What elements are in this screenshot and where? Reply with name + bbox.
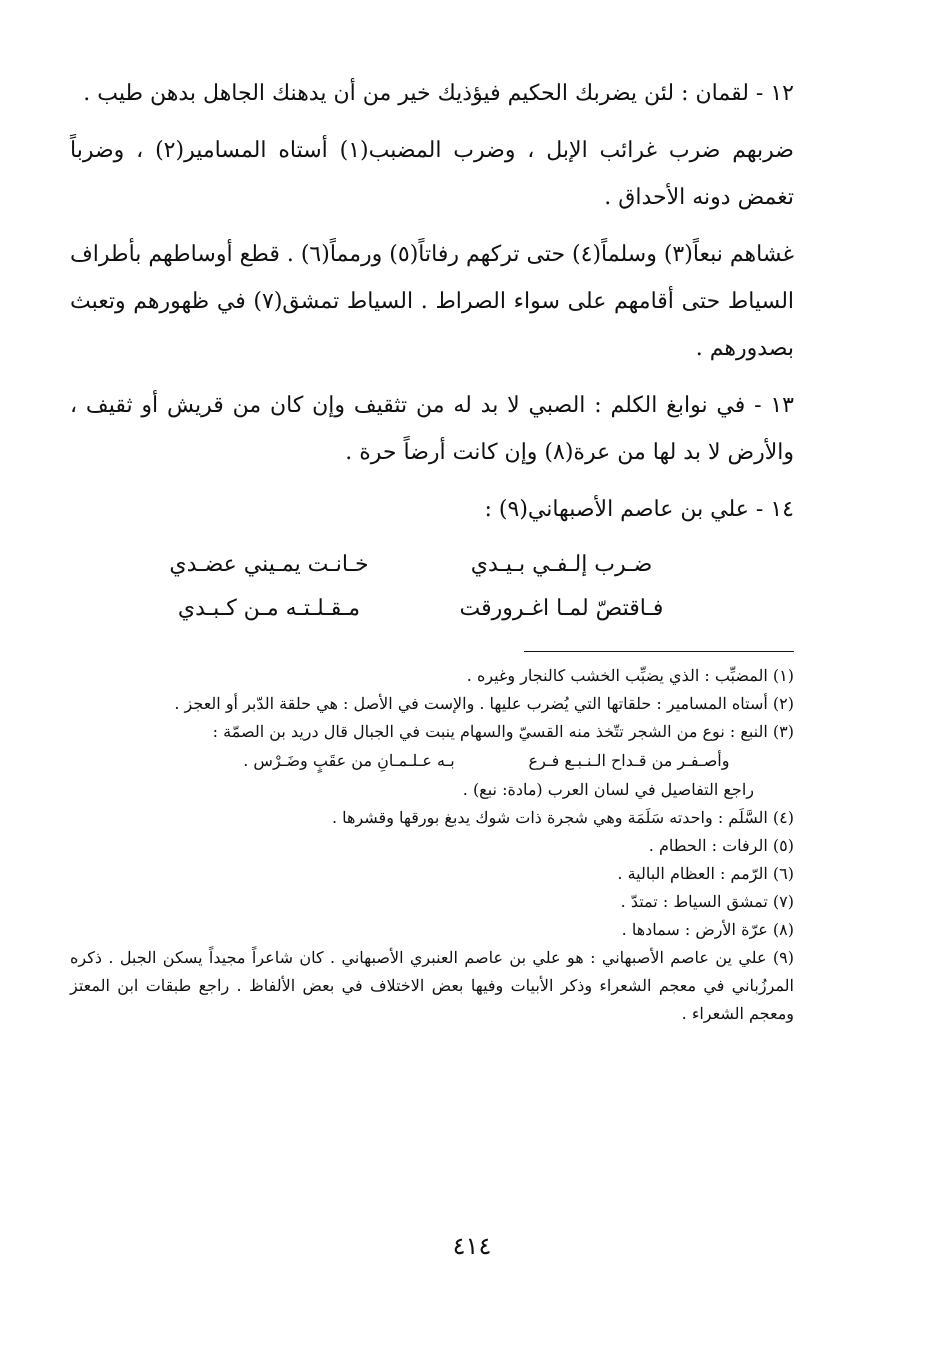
footnote-verse-first-hemistich: وأصـفـر من قـداح الـنـبـع فـرع xyxy=(528,751,730,770)
footnote-6: (٦) الرّمم : العظام البالية . xyxy=(617,864,794,883)
footnote-8: (٨) عرّة الأرض : سمادها . xyxy=(621,920,794,939)
footnote-2: (٢) أستاه المسامير : حلقاتها التي يُضرب عليها . والإست في الأصل : هي حلقة الدّبر أو العجز . xyxy=(174,694,794,713)
paragraph-12-cont-1: ضربهم ضرب غرائب الإبل ، وضرب المضبب(١) أستاه المسامير(٢) ، وضرباً تغمض دونه الأحداق . xyxy=(70,138,794,210)
footnote-9: (٩) علي ين عاصم الأصبهاني : هو علي بن عاصم العنبري الأصبهاني . كان شاعراً مجيداً يسكن الجبل . ذكره المرزُباني في معجم الشعراء وذكر الأبيات وفيها بعض الاختلاف في بعض الألفاظ . راجع طبقات ابن المعتز ومعجم الشعراء . xyxy=(70,948,794,1023)
footnote-verse-second-hemistich: بـه عـلـمـانِ من عقَبٍ وضَـرْس . xyxy=(243,751,455,770)
verse-second-hemistich: خـانـت يمـيني عضـدي xyxy=(169,552,369,577)
paragraph-12: ١٢ - لقمان : لئن يضربك الحكيم فيؤذيك خير من أن يدهنك الجاهل بدهن طيب . xyxy=(83,81,794,106)
paragraph-12-cont-2: غشاهم نبعاً(٣) وسلماً(٤) حتى تركهم رفاتاً(٥) ورمماً(٦) . قطع أوساطهم بأطراف السياط حتى أقامهم على سواء الصراط . السياط تمشق(٧) في ظهورهم وتعبث بصدورهم . xyxy=(70,242,795,361)
footnote-7: (٧) تمشق السياط : تمتدّ . xyxy=(620,892,794,911)
verse-first-hemistich: فـاقتصّ لمـا اغـرورقت xyxy=(459,596,664,621)
footnote-1: (١) المضبِّب : الذي يضبِّب الخشب كالنجار وغيره . xyxy=(466,666,794,685)
footnote-5: (٥) الرفات : الحطام . xyxy=(648,836,794,855)
verse-line xyxy=(70,587,794,631)
page-content xyxy=(70,70,794,1028)
footnote-3-reference: راجع التفاصيل في لسان العرب (مادة: نبع) . xyxy=(462,780,754,799)
footnote-3: (٣) النبع : نوع من الشجر تتّخذ منه القسيّ والسهام ينبت في الجبال قال دريد بن الصمّة : xyxy=(212,722,794,741)
footnote-divider xyxy=(524,651,794,652)
footnote-3-verse xyxy=(70,746,794,776)
footnotes xyxy=(70,662,794,1028)
verse-first-hemistich: ضـرب إلـفـي بـيـدي xyxy=(470,552,653,577)
footnote-4: (٤) السَّلَم : واحدته سَلَمَة وهي شجرة ذات شوك يدبغ بورقها وقشرها . xyxy=(331,808,794,827)
page-number: ٤١٤ xyxy=(452,1232,492,1260)
poem xyxy=(70,543,794,631)
verse-line xyxy=(70,543,794,587)
paragraph-13: ١٣ - في نوابغ الكلم : الصبي لا بد له من تثقيف وإن كان من قريش أو ثقيف ، والأرض لا بد لها من عرة(٨) وإن كانت أرضاً حرة . xyxy=(70,393,794,465)
paragraph-14: ١٤ - علي بن عاصم الأصبهاني(٩) : xyxy=(484,497,794,522)
verse-second-hemistich: مـقـلـتـه مـن كـبـدي xyxy=(177,596,361,621)
